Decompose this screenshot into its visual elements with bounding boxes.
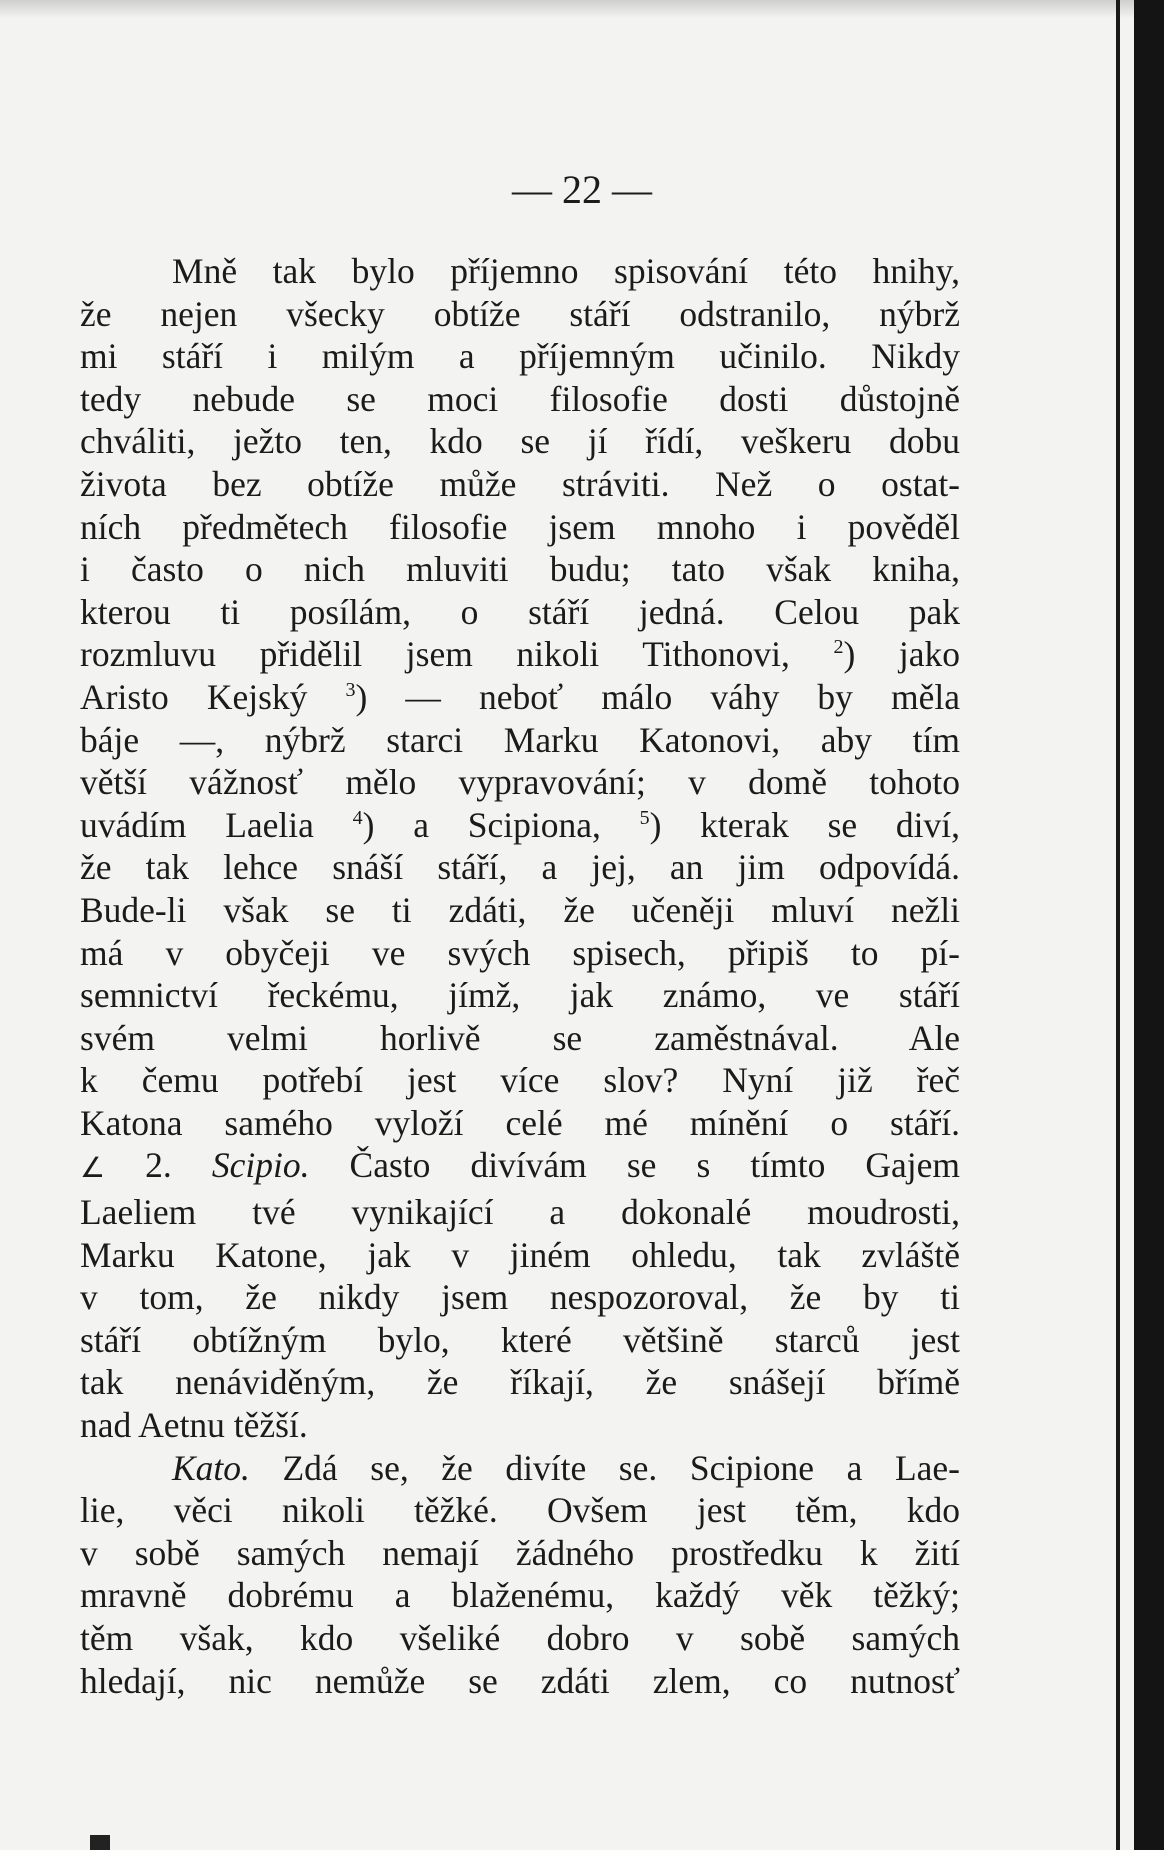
speaker-name: Scipio. <box>211 1145 310 1186</box>
text-fragment: Často divívám se s tímto Gajem <box>349 1145 960 1186</box>
text-line: Laeliem tvé vynikající a dokonalé moudrosti, <box>80 1192 960 1233</box>
page-binding-rule <box>1116 0 1120 1850</box>
page-number: — 22 — <box>512 167 652 212</box>
text-line: lie, věci nikoli těžké. Ovšem jest těm, kdo <box>80 1490 960 1531</box>
text-fragment: ) — neboť málo váhy by měla <box>355 676 961 717</box>
text-line: ních předmětech filosofie jsem mnoho i pověděl <box>80 506 960 547</box>
text-line: Marku Katone, jak v jiném ohledu, tak zvláště <box>80 1234 960 1275</box>
text-line: tedy nebude se moci filosofie dosti důstojně <box>80 378 960 419</box>
footnote-ref: 4 <box>352 806 363 829</box>
text-line: báje —, nýbrž starci Marku Katonovi, aby tím <box>80 719 960 760</box>
text-line: chváliti, ježto ten, kdo se jí řídí, veškeru dobu <box>80 421 960 462</box>
text-line: má v obyčeji ve svých spisech, připiš to pí- <box>80 932 960 973</box>
text-line: mravně dobrému a blaženému, každý věk těžký; <box>80 1575 960 1616</box>
text-line: Katona samého vyloží celé mé mínění o stáří. <box>80 1102 960 1143</box>
text-line: semnictví řeckému, jímž, jak známo, ve stáří <box>80 975 960 1016</box>
footnote-ref: 5 <box>639 806 650 829</box>
text-line: Bude-li však se ti zdáti, že učeněji mluví nežli <box>80 889 960 930</box>
text-line: k čemu potřebí jest více slov? Nyní již řeč <box>80 1060 960 1101</box>
text-fragment: Aristo Kejský <box>80 676 308 717</box>
text-line-with-footnote <box>80 633 960 676</box>
section-marker: ∠ <box>80 1153 106 1185</box>
text-line: hledají, nic nemůže se zdáti zlem, co nutnosť <box>80 1660 960 1701</box>
text-fragment: Zdá se, že divíte se. Scipione a Lae- <box>282 1447 960 1488</box>
text-line: stáří obtížným bylo, které většině starců jest <box>80 1319 960 1360</box>
footnote-ref: 3 <box>345 679 356 702</box>
text-fragment: ) jako <box>843 634 960 675</box>
text-line: že nejen všecky obtíže stáří odstranilo, nýbrž <box>80 293 960 334</box>
text-line: tak nenáviděným, že říkají, že snášejí břímě <box>80 1362 960 1403</box>
text-fragment: ) a Scipiona, <box>362 804 601 845</box>
page-top-edge <box>0 0 1134 18</box>
text-line-with-footnote <box>80 804 960 847</box>
scan-artifact <box>90 1835 110 1850</box>
text-line: Mně tak bylo příjemno spisování této hnihy, <box>172 251 960 291</box>
text-fragment: ) kterak se diví, <box>649 804 960 845</box>
text-line: v sobě samých nemají žádného prostředku k žití <box>80 1532 960 1573</box>
paragraph-2-first-line <box>80 1144 960 1191</box>
body-text <box>80 250 960 1702</box>
text-line: v tom, že nikdy jsem nespozoroval, že by ti <box>80 1277 960 1318</box>
text-line: těm však, kdo všeliké dobro v sobě samých <box>80 1618 960 1658</box>
text-line: že tak lehce snáší stáří, a jej, an jim odpovídá. <box>80 847 960 888</box>
text-line: kterou ti posílám, o stáří jedná. Celou pak <box>80 591 960 632</box>
text-fragment: rozmluvu přidělil jsem nikoli Tithonovi, <box>80 634 790 675</box>
text-line: života bez obtíže může stráviti. Než o ostat- <box>80 463 960 504</box>
text-line: větší vážnosť mělo vypravování; v domě tohoto <box>80 762 960 803</box>
paragraph-3-first-line <box>80 1447 960 1490</box>
text-line: i často o nich mluviti budu; tato však kniha, <box>80 549 960 590</box>
text-line: svém velmi horlivě se zaměstnával. Ale <box>80 1017 960 1058</box>
section-number: 2. <box>145 1145 172 1186</box>
page-binding-edge <box>1134 0 1164 1850</box>
speaker-name: Kato. <box>172 1447 250 1488</box>
text-line: mi stáří i milým a příjemným učinilo. Nikdy <box>80 336 960 377</box>
text-line: nad Aetnu těžší. <box>80 1405 308 1446</box>
text-fragment: uvádím Laelia <box>80 804 314 845</box>
footnote-ref: 2 <box>833 636 844 659</box>
text-line-with-footnote <box>80 676 960 719</box>
